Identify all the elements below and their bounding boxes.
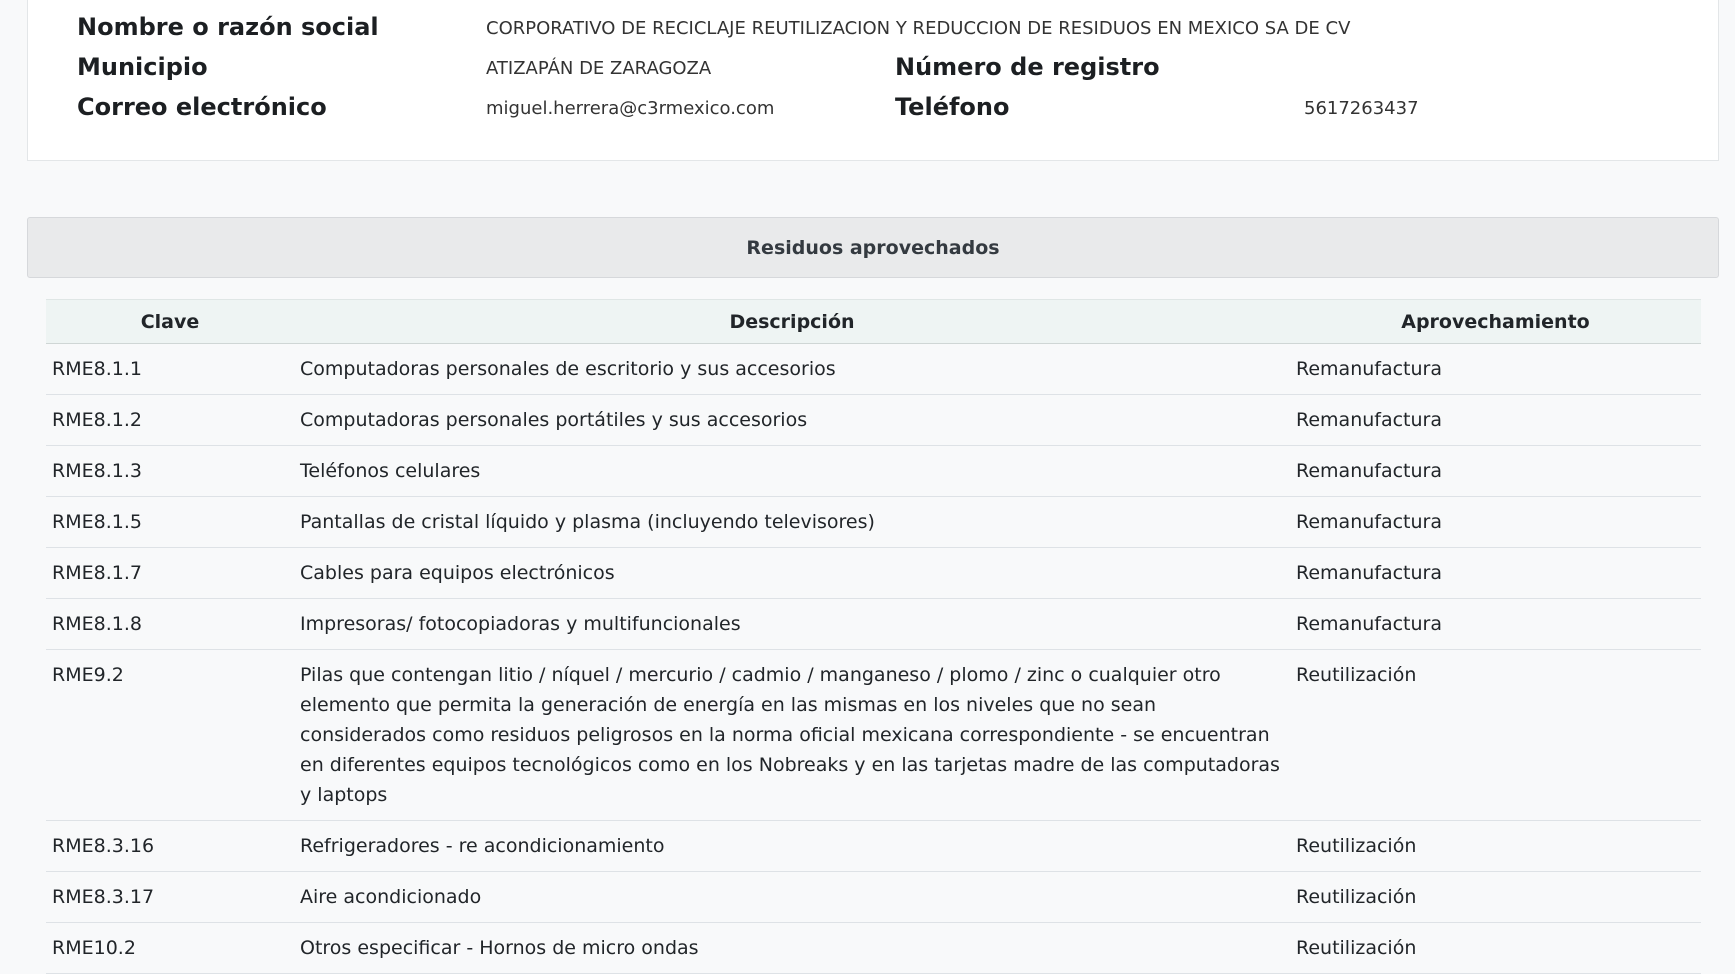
cell-descripcion: Impresoras/ fotocopiadoras y multifuncionales (294, 599, 1290, 650)
cell-aprovechamiento: Reutilización (1290, 872, 1701, 923)
col-header-clave: Clave (46, 300, 294, 344)
cell-aprovechamiento: Remanufactura (1290, 395, 1701, 446)
cell-clave: RME10.2 (46, 923, 294, 974)
registrant-info-card (27, 0, 1719, 161)
cell-aprovechamiento: Remanufactura (1290, 497, 1701, 548)
cell-descripcion: Pantallas de cristal líquido y plasma (incluyendo televisores) (294, 497, 1290, 548)
table-row (46, 344, 1701, 395)
cell-aprovechamiento: Reutilización (1290, 923, 1701, 974)
cell-clave: RME8.1.1 (46, 344, 294, 395)
table-row (46, 821, 1701, 872)
cell-aprovechamiento: Reutilización (1290, 821, 1701, 872)
table-row (46, 548, 1701, 599)
table-row (46, 923, 1701, 974)
telefono-label: Teléfono (895, 93, 1010, 121)
cell-clave: RME8.1.8 (46, 599, 294, 650)
table-row (46, 872, 1701, 923)
cell-aprovechamiento: Remanufactura (1290, 599, 1701, 650)
cell-clave: RME8.1.3 (46, 446, 294, 497)
municipio-label: Municipio (77, 53, 208, 81)
table-row (46, 497, 1701, 548)
telefono-value: 5617263437 (1304, 98, 1419, 119)
correo-label: Correo electrónico (77, 93, 327, 121)
cell-descripcion: Teléfonos celulares (294, 446, 1290, 497)
col-header-descripcion: Descripción (294, 300, 1290, 344)
cell-aprovechamiento: Remanufactura (1290, 446, 1701, 497)
registro-label: Número de registro (895, 53, 1160, 81)
table-row (46, 599, 1701, 650)
section-title-residuos: Residuos aprovechados (27, 217, 1719, 278)
cell-descripcion: Computadoras personales de escritorio y sus accesorios (294, 344, 1290, 395)
cell-descripcion: Cables para equipos electrónicos (294, 548, 1290, 599)
cell-clave: RME8.1.7 (46, 548, 294, 599)
cell-clave: RME8.3.16 (46, 821, 294, 872)
correo-value: miguel.herrera@c3rmexico.com (486, 98, 775, 119)
nombre-value: CORPORATIVO DE RECICLAJE REUTILIZACION Y REDUCCION DE RESIDUOS EN MEXICO SA DE CV (486, 18, 1351, 39)
col-header-aprovechamiento: Aprovechamiento (1290, 300, 1701, 344)
table-header-row (46, 300, 1701, 344)
table-row (46, 395, 1701, 446)
cell-descripcion: Otros especificar - Hornos de micro ondas (294, 923, 1290, 974)
cell-clave: RME8.1.2 (46, 395, 294, 446)
residuos-table (46, 299, 1701, 974)
table-row (46, 446, 1701, 497)
nombre-label: Nombre o razón social (77, 13, 379, 41)
cell-clave: RME8.3.17 (46, 872, 294, 923)
cell-clave: RME8.1.5 (46, 497, 294, 548)
cell-descripcion: Computadoras personales portátiles y sus accesorios (294, 395, 1290, 446)
cell-descripcion: Refrigeradores - re acondicionamiento (294, 821, 1290, 872)
cell-aprovechamiento: Remanufactura (1290, 548, 1701, 599)
cell-aprovechamiento: Reutilización (1290, 650, 1701, 821)
cell-descripcion: Aire acondicionado (294, 872, 1290, 923)
cell-aprovechamiento: Remanufactura (1290, 344, 1701, 395)
cell-descripcion: Pilas que contengan litio / níquel / mercurio / cadmio / manganeso / plomo / zinc o cualquier otro elemento que permita la generación de energía en las mismas en los niveles que no sean considerados como residuos peligrosos en la norma oficial mexicana correspondiente - se encuentran en diferentes equipos tecnológicos como en los Nobreaks y en las tarjetas madre de las computadoras y laptops (294, 650, 1290, 821)
cell-clave: RME9.2 (46, 650, 294, 821)
table-row (46, 650, 1701, 821)
municipio-value: ATIZAPÁN DE ZARAGOZA (486, 58, 712, 79)
